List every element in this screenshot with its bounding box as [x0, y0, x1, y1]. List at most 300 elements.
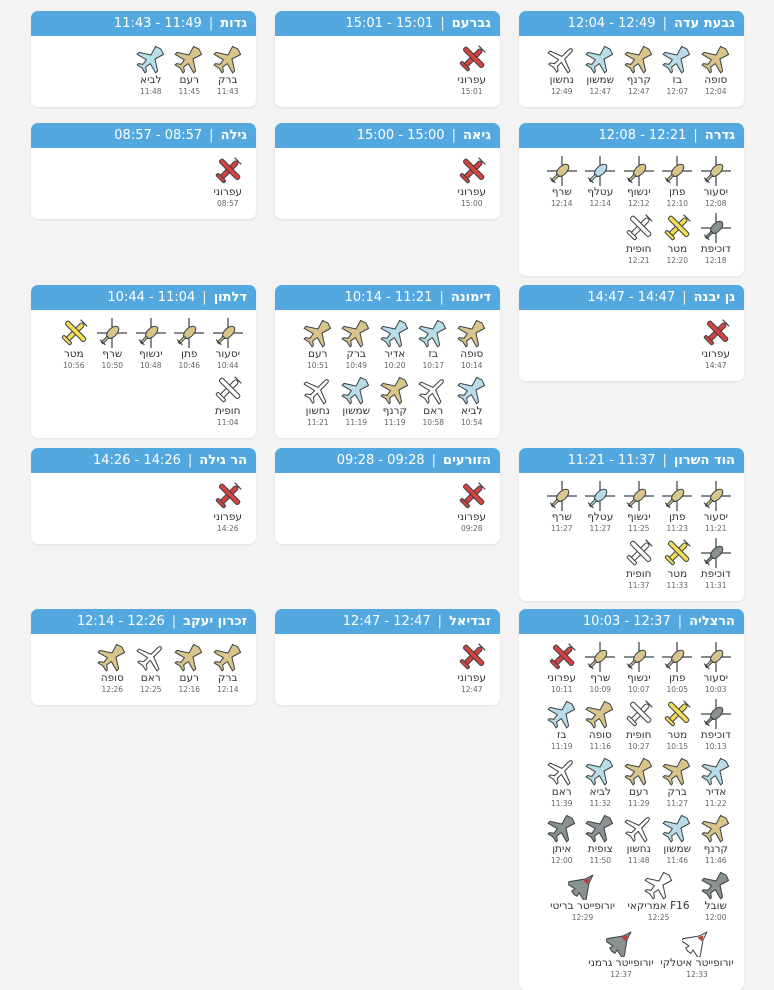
prop-icon: [213, 481, 243, 511]
aircraft-item[interactable]: [697, 699, 736, 752]
aircraft-name: ברק: [667, 786, 687, 798]
aircraft-name: פתן: [669, 672, 686, 684]
aircraft-time: 11:16: [589, 742, 612, 751]
jet-icon: [547, 813, 577, 843]
aircraft-time: 10:05: [666, 685, 689, 694]
jet-icon: [174, 642, 204, 672]
aircraft-item[interactable]: [543, 756, 582, 809]
aircraft-time: 11:29: [627, 799, 650, 808]
card-header: [31, 11, 256, 36]
aircraft-item[interactable]: [697, 642, 736, 695]
card-header: [519, 11, 744, 36]
aircraft-item[interactable]: [209, 481, 248, 534]
aircraft-item[interactable]: [170, 318, 209, 371]
aircraft-name: סופה: [704, 74, 728, 86]
aircraft-name: צופית: [587, 843, 613, 855]
jet-icon: [213, 642, 243, 672]
city-name: הר גילה: [199, 453, 247, 468]
aircraft-time: 10:20: [383, 361, 406, 370]
aircraft-list: [31, 148, 256, 219]
aircraft-time: 12:33: [686, 970, 708, 979]
heli-icon: [547, 156, 577, 186]
aircraft-item[interactable]: [453, 642, 492, 695]
jet-icon: [644, 870, 674, 900]
aircraft-time: 12:49: [550, 87, 573, 96]
aircraft-time: 10:14: [460, 361, 483, 370]
aircraft-item[interactable]: [132, 44, 171, 97]
prop-icon: [457, 642, 487, 672]
aircraft-list: [275, 634, 500, 705]
aircraft-name: רעם: [308, 348, 328, 360]
jet-icon: [701, 870, 731, 900]
aircraft-item[interactable]: [620, 213, 659, 266]
aircraft-time: 10:03: [704, 685, 727, 694]
jet-icon: [341, 318, 371, 348]
header-divider: |: [439, 290, 444, 305]
aircraft-item[interactable]: [658, 213, 697, 266]
time-range: 12:14 - 12:26: [76, 614, 165, 629]
heli-icon: [624, 642, 654, 672]
aircraft-item[interactable]: [209, 318, 248, 371]
aircraft-item[interactable]: [697, 213, 736, 266]
aircraft-name: F16 אמריקאי: [627, 900, 690, 912]
heli-icon: [701, 481, 731, 511]
aircraft-item[interactable]: [697, 44, 736, 97]
aircraft-list: [31, 473, 256, 544]
time-range: 12:08 - 12:21: [598, 128, 687, 143]
aircraft-item[interactable]: [581, 44, 620, 97]
time-range: 10:14 - 11:21: [344, 290, 433, 305]
aircraft-item[interactable]: [170, 44, 209, 97]
jet-icon: [701, 756, 731, 786]
aircraft-item[interactable]: [659, 927, 735, 980]
aircraft-name: ראם: [140, 672, 161, 684]
city-name: גן יבנה: [693, 290, 735, 305]
jet-icon: [136, 44, 166, 74]
aircraft-item[interactable]: [658, 756, 697, 809]
header-divider: |: [431, 453, 437, 468]
header-divider: |: [693, 128, 698, 143]
header-divider: |: [208, 16, 214, 31]
aircraft-time: 12:18: [704, 256, 727, 265]
time-range: 09:28 - 09:28: [336, 453, 425, 468]
aircraft-item[interactable]: [620, 813, 659, 866]
aircraft-item[interactable]: [170, 642, 209, 695]
header-divider: |: [187, 453, 193, 468]
aircraft-item[interactable]: [697, 813, 736, 866]
aircraft-time: 10:51: [306, 361, 329, 370]
aircraft-time: 12:37: [610, 970, 632, 979]
aircraft-item[interactable]: [620, 756, 659, 809]
aircraft-name: שרף: [590, 672, 611, 684]
aircraft-item[interactable]: [543, 156, 582, 209]
time-range: 11:43 - 11:49: [113, 16, 202, 31]
heli-icon: [585, 642, 615, 672]
aircraft-item[interactable]: [55, 318, 94, 371]
city-name: גיאה: [462, 128, 491, 143]
aircraft-list: [31, 36, 256, 107]
aircraft-time: 12:10: [666, 199, 689, 208]
city-card: [519, 448, 744, 601]
aircraft-time: 10:09: [589, 685, 612, 694]
aircraft-item[interactable]: [621, 870, 697, 923]
aircraft-name: שרף: [551, 511, 572, 523]
prop-icon: [213, 156, 243, 186]
header-divider: |: [202, 290, 207, 305]
aircraft-item[interactable]: [581, 699, 620, 752]
aircraft-name: יסעור: [703, 672, 729, 684]
aircraft-item[interactable]: [697, 756, 736, 809]
aircraft-item[interactable]: [132, 318, 171, 371]
city-card: [275, 11, 500, 107]
aircraft-item[interactable]: [658, 642, 697, 695]
card-header: [31, 285, 256, 310]
jet-icon: [303, 318, 333, 348]
aircraft-name: סופה: [588, 729, 612, 741]
aircraft-item[interactable]: [620, 481, 659, 534]
aircraft-item[interactable]: [337, 375, 376, 428]
aircraft-item[interactable]: [132, 642, 171, 695]
transport-icon: [624, 813, 654, 843]
heli-icon: [547, 481, 577, 511]
aircraft-item[interactable]: [697, 538, 736, 591]
jet-icon: [701, 44, 731, 74]
time-range: 08:57 - 08:57: [114, 128, 203, 143]
aircraft-time: 11:32: [589, 799, 612, 808]
aircraft-time: 11:45: [178, 87, 201, 96]
aircraft-list: [519, 148, 744, 276]
jet-icon: [418, 318, 448, 348]
prop-icon: [662, 538, 692, 568]
aircraft-item[interactable]: [453, 481, 492, 534]
aircraft-item[interactable]: [543, 813, 582, 866]
aircraft-name: עפרוני: [457, 672, 486, 684]
aircraft-name: אדיר: [705, 786, 727, 798]
aircraft-item[interactable]: [543, 699, 582, 752]
card-header: [519, 123, 744, 148]
jet-icon: [662, 756, 692, 786]
aircraft-item[interactable]: [453, 318, 492, 371]
aircraft-name: רעם: [179, 74, 199, 86]
aircraft-item[interactable]: [697, 156, 736, 209]
delta-icon: [606, 927, 636, 957]
aircraft-time: 10:44: [216, 361, 239, 370]
city-name: גדרה: [704, 128, 735, 143]
aircraft-item[interactable]: [414, 318, 453, 371]
delta-icon: [568, 870, 598, 900]
aircraft-name: דוכיפת: [700, 243, 731, 255]
aircraft-item[interactable]: [620, 538, 659, 591]
aircraft-name: חופית: [625, 243, 652, 255]
aircraft-list: [31, 310, 256, 438]
prop-icon: [701, 318, 731, 348]
aircraft-time: 12:07: [666, 87, 689, 96]
aircraft-name: נחשון: [626, 843, 651, 855]
aircraft-time: 10:15: [666, 742, 689, 751]
city-name: גברעם: [451, 16, 491, 31]
city-name: גילה: [220, 128, 247, 143]
aircraft-time: 11:50: [589, 856, 612, 865]
aircraft-time: 11:27: [666, 799, 689, 808]
aircraft-time: 11:37: [627, 581, 650, 590]
transport-icon: [303, 375, 333, 405]
header-divider: |: [682, 290, 687, 305]
prop-icon: [457, 481, 487, 511]
header-divider: |: [440, 16, 445, 31]
aircraft-name: סופה: [460, 348, 484, 360]
time-range: 12:04 - 12:49: [567, 16, 656, 31]
city-name: גדות: [220, 16, 247, 31]
heli-icon: [213, 318, 243, 348]
header-divider: |: [677, 614, 683, 629]
jet-icon: [662, 813, 692, 843]
prop-icon: [624, 699, 654, 729]
aircraft-time: 12:25: [139, 685, 162, 694]
aircraft-item[interactable]: [658, 44, 697, 97]
aircraft-time: 11:43: [216, 87, 239, 96]
aircraft-list: [275, 36, 500, 107]
aircraft-item[interactable]: [209, 375, 248, 428]
city-name: זבדיאל: [449, 614, 491, 629]
aircraft-item[interactable]: [93, 642, 132, 695]
aircraft-item[interactable]: [299, 318, 338, 371]
city-name: הוד השרון: [673, 453, 735, 468]
aircraft-item[interactable]: [209, 44, 248, 97]
aircraft-item[interactable]: [543, 642, 582, 695]
aircraft-time: 10:50: [101, 361, 124, 370]
transport-icon: [547, 44, 577, 74]
aircraft-name: ברק: [218, 74, 238, 86]
header-divider: |: [451, 128, 456, 143]
aircraft-name: לביא: [589, 786, 611, 798]
aircraft-time: 12:21: [627, 256, 650, 265]
aircraft-item[interactable]: [376, 318, 415, 371]
jet-icon: [585, 699, 615, 729]
aircraft-name: חופית: [625, 729, 652, 741]
aircraft-name: ינשוף: [138, 348, 163, 360]
aircraft-time: 14:26: [216, 524, 239, 533]
aircraft-time: 11:21: [306, 418, 329, 427]
transport-icon: [418, 375, 448, 405]
aircraft-item[interactable]: [620, 642, 659, 695]
aircraft-time: 12:14: [216, 685, 239, 694]
city-card: [275, 448, 500, 544]
aircraft-list: [519, 310, 744, 381]
aircraft-time: 11:48: [139, 87, 162, 96]
aircraft-item[interactable]: [581, 642, 620, 695]
prop-icon: [547, 642, 577, 672]
aircraft-time: 10:07: [627, 685, 650, 694]
aircraft-time: 12:26: [101, 685, 124, 694]
aircraft-item[interactable]: [299, 375, 338, 428]
aircraft-item[interactable]: [697, 318, 736, 371]
aircraft-name: פתן: [669, 511, 686, 523]
aircraft-time: 11:33: [666, 581, 689, 590]
heli-icon: [585, 156, 615, 186]
aircraft-time: 11:48: [627, 856, 650, 865]
aircraft-name: יסעור: [703, 186, 729, 198]
aircraft-item[interactable]: [453, 44, 492, 97]
aircraft-name: שובל: [704, 900, 727, 912]
jet-icon: [585, 756, 615, 786]
aircraft-item[interactable]: [543, 481, 582, 534]
jet-icon: [97, 642, 127, 672]
aircraft-name: עפרוני: [457, 74, 486, 86]
city-name: הזורעים: [443, 453, 491, 468]
aircraft-time: 14:47: [704, 361, 727, 370]
aircraft-item[interactable]: [620, 44, 659, 97]
aircraft-time: 12:47: [627, 87, 650, 96]
aircraft-item[interactable]: [414, 375, 453, 428]
aircraft-item[interactable]: [209, 156, 248, 209]
aircraft-name: דוכיפת: [700, 729, 731, 741]
aircraft-name: קרנף: [703, 843, 728, 855]
aircraft-list: [519, 36, 744, 107]
aircraft-name: בז: [672, 74, 683, 86]
aircraft-time: 10:54: [460, 418, 483, 427]
aircraft-time: 12:47: [460, 685, 483, 694]
aircraft-item[interactable]: [209, 642, 248, 695]
aircraft-name: בז: [556, 729, 567, 741]
jet-icon: [662, 44, 692, 74]
aircraft-item[interactable]: [337, 318, 376, 371]
aircraft-time: 11:19: [550, 742, 573, 751]
aircraft-item[interactable]: [620, 156, 659, 209]
aircraft-time: 09:28: [460, 524, 483, 533]
card-header: [275, 285, 500, 310]
aircraft-time: 11:46: [704, 856, 727, 865]
aircraft-time: 11:27: [550, 524, 573, 533]
aircraft-time: 10:49: [345, 361, 368, 370]
aircraft-time: 12:47: [589, 87, 612, 96]
aircraft-name: יסעור: [703, 511, 729, 523]
card-header: [519, 609, 744, 634]
jet-icon: [457, 318, 487, 348]
card-header: [31, 123, 256, 148]
aircraft-time: 10:46: [178, 361, 201, 370]
prop-icon: [59, 318, 89, 348]
aircraft-item[interactable]: [543, 44, 582, 97]
aircraft-name: חופית: [214, 405, 241, 417]
aircraft-name: סופה: [100, 672, 124, 684]
aircraft-item[interactable]: [545, 870, 621, 923]
heli-icon: [585, 481, 615, 511]
aircraft-name: ראם: [423, 405, 444, 417]
aircraft-name: נחשון: [549, 74, 574, 86]
aircraft-item[interactable]: [658, 699, 697, 752]
card-header: [275, 11, 500, 36]
aircraft-item[interactable]: [453, 375, 492, 428]
city-card: [31, 11, 256, 107]
aircraft-item[interactable]: [658, 481, 697, 534]
aircraft-item[interactable]: [697, 481, 736, 534]
heli-icon: [701, 156, 731, 186]
aircraft-name: ינשוף: [626, 511, 651, 523]
aircraft-name: ינשוף: [626, 186, 651, 198]
aircraft-name: פתן: [669, 186, 686, 198]
aircraft-name: יסעור: [215, 348, 241, 360]
aircraft-name: לביא: [140, 74, 162, 86]
aircraft-name: ברק: [346, 348, 366, 360]
city-card: [519, 11, 744, 107]
aircraft-list: [519, 473, 744, 601]
city-name: דימונה: [450, 290, 491, 305]
aircraft-time: 10:58: [422, 418, 445, 427]
aircraft-name: אדיר: [384, 348, 406, 360]
jet-icon: [547, 699, 577, 729]
aircraft-time: 12:14: [589, 199, 612, 208]
jet-icon: [213, 44, 243, 74]
aircraft-time: 11:19: [383, 418, 406, 427]
heli-icon: [624, 481, 654, 511]
aircraft-item[interactable]: [581, 156, 620, 209]
aircraft-time: 11:19: [345, 418, 368, 427]
prop-icon: [213, 375, 243, 405]
aircraft-name: עפרוני: [547, 672, 576, 684]
time-range: 10:03 - 12:37: [582, 614, 671, 629]
aircraft-list: [519, 634, 744, 990]
aircraft-item[interactable]: [620, 699, 659, 752]
card-header: [31, 609, 256, 634]
aircraft-name: עפרוני: [213, 511, 242, 523]
aircraft-name: דוכיפת: [700, 568, 731, 580]
aircraft-name: עפרוני: [457, 511, 486, 523]
aircraft-name: מטר: [667, 568, 688, 580]
time-range: 14:26 - 14:26: [93, 453, 181, 468]
aircraft-time: 11:46: [666, 856, 689, 865]
aircraft-name: יורופייטר גרמני: [588, 957, 654, 969]
aircraft-name: יורופייטר בריטי: [550, 900, 615, 912]
card-header: [31, 448, 256, 473]
aircraft-item[interactable]: [581, 481, 620, 534]
jet-icon: [380, 375, 410, 405]
header-divider: |: [437, 614, 443, 629]
aircraft-name: חופית: [625, 568, 652, 580]
aircraft-item[interactable]: [658, 813, 697, 866]
aircraft-name: שמשון: [663, 843, 692, 855]
aircraft-time: 12:20: [666, 256, 689, 265]
aircraft-time: 10:27: [627, 742, 650, 751]
header-divider: |: [662, 453, 667, 468]
aircraft-name: עפרוני: [701, 348, 730, 360]
card-header: [275, 123, 500, 148]
jet-icon: [380, 318, 410, 348]
aircraft-time: 10:17: [422, 361, 445, 370]
aircraft-item[interactable]: [93, 318, 132, 371]
aircraft-name: עפרוני: [213, 186, 242, 198]
aircraft-item[interactable]: [583, 927, 659, 980]
prop-icon: [662, 213, 692, 243]
aircraft-name: מטר: [667, 729, 688, 741]
aircraft-item[interactable]: [658, 538, 697, 591]
header-divider: |: [662, 16, 667, 31]
aircraft-list: [275, 310, 500, 438]
aircraft-item[interactable]: [453, 156, 492, 209]
header-divider: |: [171, 614, 177, 629]
aircraft-item[interactable]: [581, 756, 620, 809]
aircraft-item[interactable]: [376, 375, 415, 428]
prop-icon: [624, 538, 654, 568]
aircraft-item[interactable]: [697, 870, 736, 923]
city-name: דלתון: [213, 290, 247, 305]
aircraft-name: קרנף: [382, 405, 407, 417]
jet-icon: [341, 375, 371, 405]
aircraft-item[interactable]: [581, 813, 620, 866]
aircraft-name: שרף: [102, 348, 123, 360]
heli-icon: [701, 213, 731, 243]
aircraft-time: 12:04: [704, 87, 727, 96]
aircraft-item[interactable]: [658, 156, 697, 209]
